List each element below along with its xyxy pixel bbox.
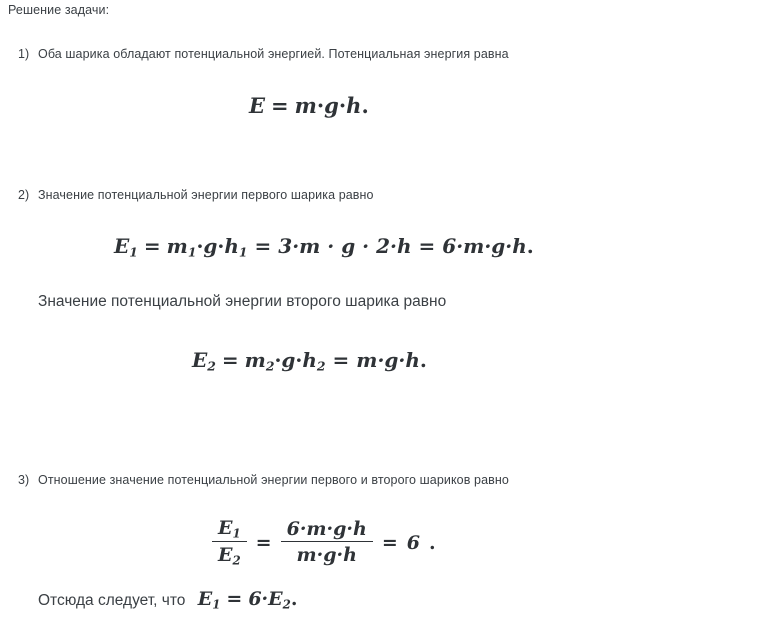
formula-conclusion (198, 588, 298, 611)
formula2-lhs: E (114, 234, 130, 258)
ratio-period: . (429, 532, 436, 555)
formula3-g: g (281, 348, 296, 372)
formula3-lhs-sub: 2 (207, 358, 216, 374)
formula2-equals-1: = (143, 234, 161, 258)
formula5-lhs: E (197, 588, 213, 610)
ratio-right-numerator: 6·m·g·h (281, 518, 373, 542)
formula3-term-2: m·g·h (356, 348, 420, 372)
formula3-h: h (302, 348, 317, 372)
formula2-dot-2: · (217, 234, 225, 258)
step-2 (18, 188, 374, 202)
formula2-g: g (203, 234, 218, 258)
formula1-m: m (294, 93, 317, 118)
formula5-rhs-sub: 2 (282, 597, 291, 612)
ratio-equals-1: = (255, 532, 272, 555)
formula2-term-2: 3·m · g · 2·h (278, 234, 412, 258)
step-3-number: 3) (18, 473, 30, 487)
formula5-rhs: 6·E (248, 588, 283, 610)
formula3-dot-1: · (274, 348, 282, 372)
formula2-period: . (526, 234, 534, 258)
formula-energy-2 (192, 348, 427, 373)
formula3-dot-2: · (295, 348, 303, 372)
formula5-period: . (290, 588, 298, 610)
formula1-dot-1: · (316, 93, 325, 118)
formula2-m-sub: 1 (187, 244, 197, 260)
formula3-period: . (419, 348, 427, 372)
formula-potential-energy (249, 93, 369, 118)
formula2-h-sub: 1 (238, 244, 248, 260)
ratio-left-fraction (212, 517, 247, 568)
formula3-equals-1: = (221, 348, 239, 372)
formula1-lhs: E (249, 93, 266, 118)
formula3-m-sub: 2 (265, 358, 275, 374)
formula3-equals-2: = (332, 348, 350, 372)
formula3-lhs: E (192, 348, 208, 372)
conclusion-text: Отсюда следует, что (38, 592, 186, 609)
formula5-equals: = (226, 588, 243, 610)
formula3-m: m (244, 348, 266, 372)
ratio-right-fraction (281, 518, 373, 566)
formula-energy-ratio (212, 518, 436, 569)
ratio-right-denominator: m·g·h (296, 544, 357, 567)
formula2-m: m (166, 234, 188, 258)
step-1 (18, 47, 509, 61)
formula2-h: h (224, 234, 239, 258)
step-3 (18, 473, 509, 487)
step-2-number: 2) (18, 188, 30, 202)
ratio-left-numerator: $E_1$ (212, 517, 247, 542)
formula2-lhs-sub: 1 (129, 244, 138, 260)
conclusion-line (38, 588, 297, 611)
formula1-equals: = (271, 93, 289, 118)
step-1-number: 1) (18, 47, 30, 61)
formula-energy-1 (114, 234, 534, 259)
ratio-equals-2: = (381, 532, 398, 555)
formula1-h: h (346, 93, 362, 118)
formula1-period: . (361, 93, 369, 118)
formula5-lhs-sub: 1 (212, 597, 221, 612)
formula3-h-sub: 2 (316, 358, 326, 374)
formula2-term-3: 6·m·g·h (442, 234, 527, 258)
formula2-dot-1: · (196, 234, 204, 258)
formula1-g: g (324, 93, 339, 118)
step-1-text: Оба шарика обладают потенциальной энергией. Потенциальная энергия равна (38, 47, 509, 61)
formula2-equals-3: = (418, 234, 436, 258)
formula1-dot-2: · (338, 93, 347, 118)
subline-second-ball: Значение потенциальной энергии второго шарика равно (38, 293, 447, 310)
step-3-text: Отношение значение потенциальной энергии первого и второго шариков равно (38, 473, 509, 487)
formula2-equals-2: = (254, 234, 272, 258)
ratio-result: 6 (406, 532, 421, 555)
ratio-left-denominator: $E_2$ (218, 544, 241, 568)
step-2-text: Значение потенциальной энергии первого шарика равно (38, 188, 374, 202)
page-title: Решение задачи: (8, 3, 110, 17)
